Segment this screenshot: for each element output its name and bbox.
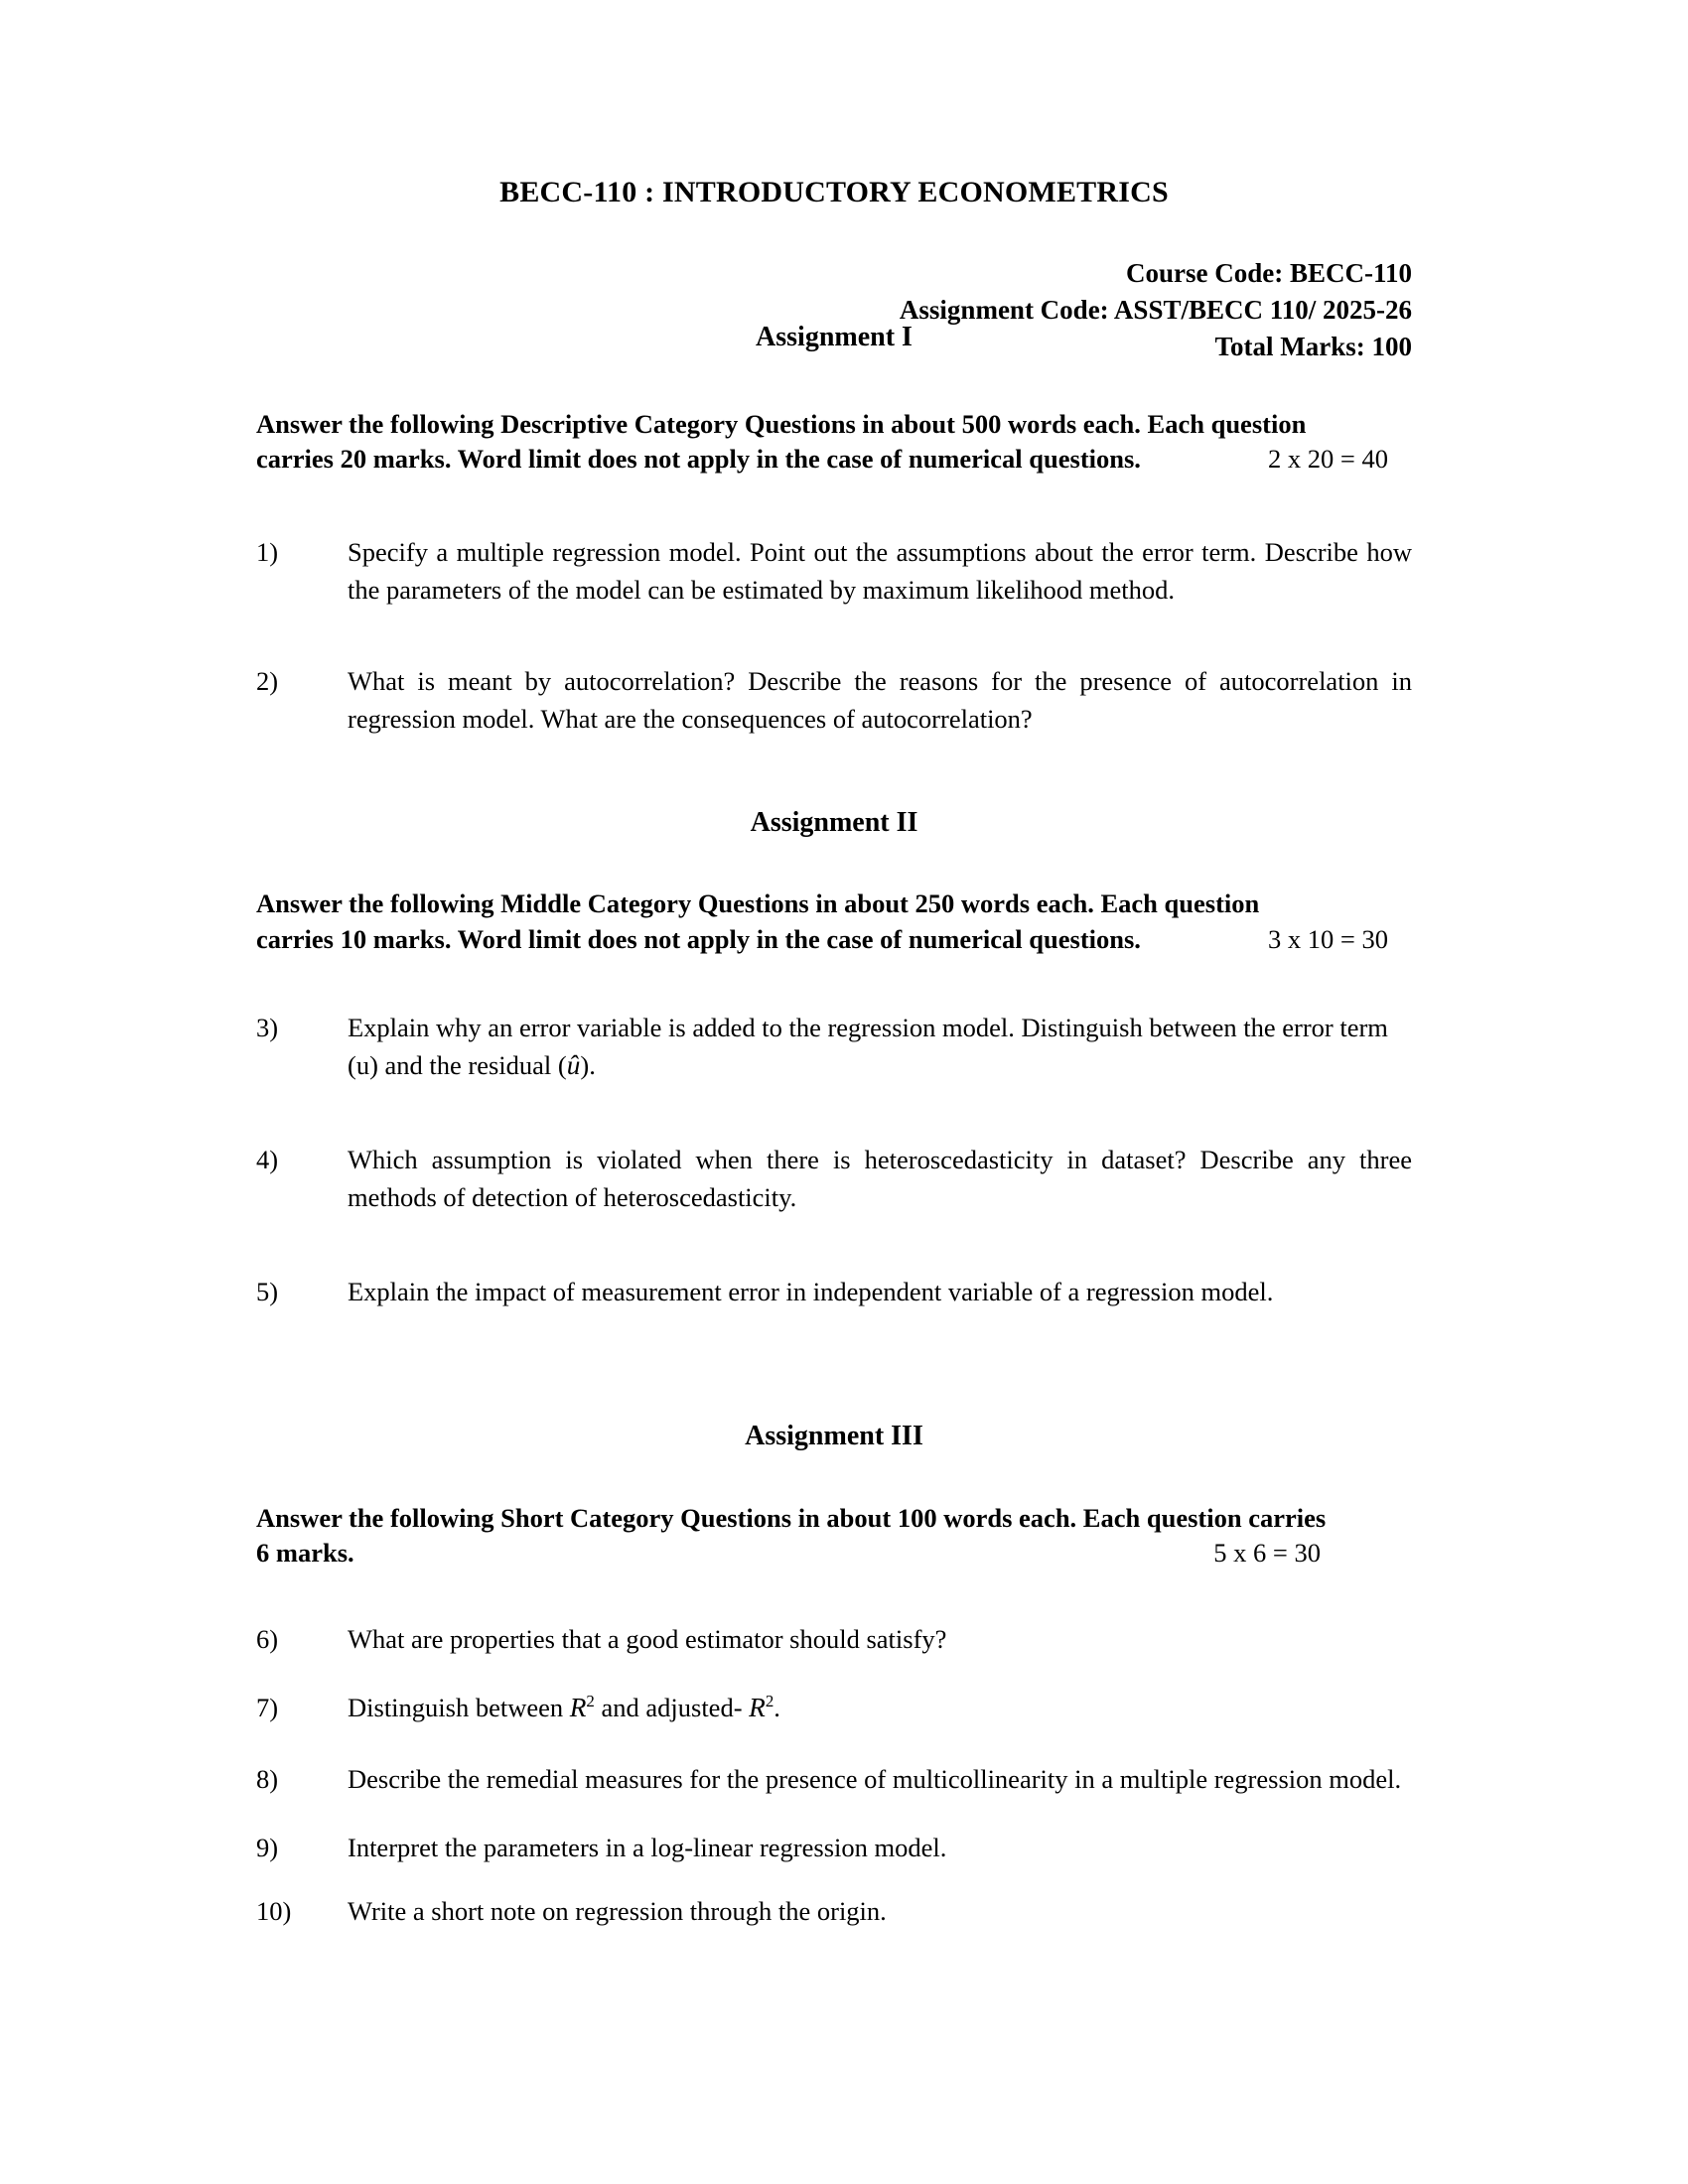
math-r-symbol: R (569, 1692, 587, 1722)
page-title: BECC-110 : INTRODUCTORY ECONOMETRICS (499, 176, 1169, 208)
question-item (256, 1141, 1412, 1217)
question-number: 2) (256, 665, 279, 696)
question-number: 5) (256, 1276, 279, 1306)
question-text: Specify a multiple regression model. Point out the assumptions about the error term. Describe how the parameters of the model can be estimated by maximum likelihood method. (348, 537, 1412, 606)
math-u-hat: û (566, 1050, 581, 1081)
question-number: 8) (256, 1764, 279, 1795)
question-number: 3) (256, 1012, 279, 1042)
question-number: 1) (256, 537, 279, 568)
question-text: Interpret the parameters in a log-linear regression model. (348, 1832, 947, 1862)
instructions-line-2: 6 marks. (256, 1537, 354, 1568)
math-exponent: 2 (765, 1691, 774, 1710)
meta-assignment-code: Assignment Code: ASST/BECC 110/ 2025-26 (899, 294, 1412, 325)
question-text-segment: ). (580, 1050, 596, 1081)
question-text-segment: Distinguish between (348, 1692, 570, 1722)
question-number: 7) (256, 1692, 279, 1722)
question-text: Write a short note on regression through the origin. (348, 1896, 887, 1927)
math-r-symbol: R (749, 1692, 766, 1722)
question-number: 6) (256, 1624, 279, 1655)
question-item (256, 1689, 1412, 1728)
instructions-line-2: carries 20 marks. Word limit does not apply in the case of numerical questions. (256, 443, 1141, 474)
marks-assignment-ii: 3 x 10 = 30 (1268, 923, 1388, 954)
meta-course-code: Course Code: BECC-110 (1126, 258, 1412, 288)
question-text: Which assumption is violated when there is heteroscedasticity in dataset? Describe any three methods of detection of heteroscedasticity. (348, 1144, 1412, 1213)
math-adjusted-r-squared (749, 1693, 774, 1722)
question-text: What is meant by autocorrelation? Describe the reasons for the presence of autocorrelation in regression model. What are the consequences of autocorrelation? (348, 665, 1412, 735)
question-text: Explain the impact of measurement error in independent variable of a regression model. (348, 1276, 1274, 1306)
instructions-assignment-iii (256, 1501, 1412, 1570)
question-item (256, 1829, 1412, 1866)
question-item (256, 1273, 1412, 1310)
question-item (256, 1892, 1412, 1930)
question-text (348, 1689, 1412, 1728)
section-heading-assignment-ii: Assignment II (750, 806, 918, 838)
question-text: What are properties that a good estimator should satisfy? (348, 1624, 947, 1655)
instructions-assignment-ii (256, 887, 1412, 956)
question-number: 9) (256, 1832, 279, 1862)
instructions-line-1: Answer the following Short Category Questions in about 100 words each. Each question carries (256, 1502, 1327, 1533)
marks-assignment-i: 2 x 20 = 40 (1268, 443, 1388, 474)
marks-assignment-iii: 5 x 6 = 30 (1213, 1537, 1321, 1568)
question-item (256, 1757, 1412, 1803)
question-text-segment: . (774, 1692, 780, 1722)
question-text-segment: Explain why an error variable is added to the regression model. Distinguish between the error term (u) and the residual ( (348, 1012, 1388, 1081)
instructions-line-1: Answer the following Descriptive Category Questions in about 500 words each. Each question (256, 408, 1307, 439)
instructions-line-2: carries 10 marks. Word limit does not apply in the case of numerical questions. (256, 923, 1141, 954)
question-item (256, 1620, 1412, 1658)
question-text: Describe the remedial measures for the presence of multicollinearity in a multiple regression model. (348, 1764, 1402, 1795)
section-heading-assignment-iii: Assignment III (745, 1421, 923, 1452)
question-text-segment: and adjusted- (594, 1692, 750, 1722)
section-heading-assignment-i: Assignment I (756, 321, 913, 352)
question-number: 4) (256, 1144, 279, 1174)
document-content (256, 0, 1412, 1931)
question-item (256, 533, 1412, 610)
instructions-assignment-i (256, 407, 1412, 477)
question-item (256, 1009, 1412, 1086)
math-r-squared (570, 1693, 595, 1722)
question-item (256, 662, 1412, 739)
question-number: 10) (256, 1896, 292, 1927)
meta-total-marks: Total Marks: 100 (1214, 331, 1412, 361)
question-text (348, 1009, 1412, 1086)
instructions-line-1: Answer the following Middle Category Questions in about 250 words each. Each question (256, 888, 1260, 919)
math-exponent: 2 (586, 1691, 595, 1710)
